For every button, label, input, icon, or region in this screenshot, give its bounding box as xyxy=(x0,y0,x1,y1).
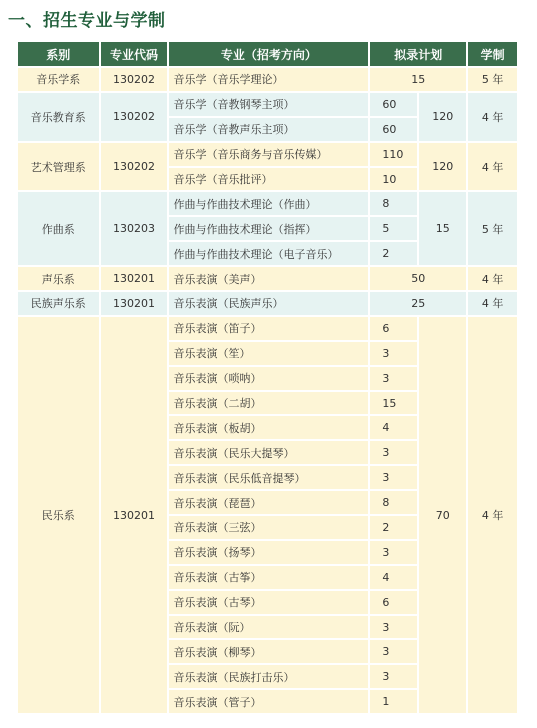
plan-count-cell: 25 xyxy=(370,292,466,315)
major-cell: 作曲与作曲技术理论（电子音乐） xyxy=(169,242,368,265)
major-cell: 音乐表演（民族声乐） xyxy=(169,292,368,315)
duration-cell: 4 年 xyxy=(468,317,517,713)
department-cell: 民族声乐系 xyxy=(18,292,99,315)
duration-cell: 5 年 xyxy=(468,192,517,265)
plan-count-cell: 2 xyxy=(370,516,417,539)
header-duration: 学制 xyxy=(468,42,517,66)
plan-count-cell: 3 xyxy=(370,665,417,688)
plan-count-cell: 3 xyxy=(370,441,417,464)
plan-count-cell: 5 xyxy=(370,217,417,240)
plan-count-cell: 3 xyxy=(370,342,417,365)
table-row xyxy=(18,317,517,340)
major-cell: 音乐表演（三弦） xyxy=(169,516,368,539)
plan-count-cell: 2 xyxy=(370,242,417,265)
duration-cell: 4 年 xyxy=(468,267,517,290)
table-row xyxy=(18,143,517,166)
plan-count-cell: 4 xyxy=(370,416,417,439)
plan-count-cell: 3 xyxy=(370,541,417,564)
table-row xyxy=(18,292,517,315)
major-code-cell: 130201 xyxy=(101,267,168,290)
major-code-cell: 130201 xyxy=(101,292,168,315)
plan-count-cell: 15 xyxy=(370,392,417,415)
department-cell: 艺术管理系 xyxy=(18,143,99,191)
major-cell: 音乐表演（管子） xyxy=(169,690,368,713)
major-code-cell: 130202 xyxy=(101,68,168,91)
major-code-cell: 130201 xyxy=(101,317,168,713)
plan-count-cell: 6 xyxy=(370,317,417,340)
header-department: 系别 xyxy=(18,42,99,66)
department-cell: 作曲系 xyxy=(18,192,99,265)
major-cell: 音乐表演（美声） xyxy=(169,267,368,290)
header-plan: 拟录计划 xyxy=(370,42,466,66)
plan-total-cell: 15 xyxy=(419,192,466,265)
duration-cell: 4 年 xyxy=(468,143,517,191)
plan-total-cell: 120 xyxy=(419,143,466,191)
plan-count-cell: 3 xyxy=(370,466,417,489)
major-cell: 音乐学（音乐商务与音乐传媒） xyxy=(169,143,368,166)
major-cell: 音乐表演（扬琴） xyxy=(169,541,368,564)
table-row xyxy=(18,192,517,215)
major-cell: 音乐表演（阮） xyxy=(169,616,368,639)
department-cell: 声乐系 xyxy=(18,267,99,290)
table-row xyxy=(18,93,517,116)
major-cell: 音乐表演（板胡） xyxy=(169,416,368,439)
major-cell: 音乐表演（琵琶） xyxy=(169,491,368,514)
major-cell: 音乐表演（唢呐） xyxy=(169,367,368,390)
plan-count-cell: 3 xyxy=(370,640,417,663)
duration-cell: 5 年 xyxy=(468,68,517,91)
major-cell: 音乐学（音乐批评） xyxy=(169,168,368,191)
plan-count-cell: 6 xyxy=(370,591,417,614)
major-cell: 音乐学（音教钢琴主项） xyxy=(169,93,368,116)
duration-cell: 4 年 xyxy=(468,292,517,315)
major-cell: 音乐学（音教声乐主项） xyxy=(169,118,368,141)
plan-count-cell: 1 xyxy=(370,690,417,713)
header-major: 专业（招考方向） xyxy=(169,42,368,66)
plan-count-cell: 50 xyxy=(370,267,466,290)
table-header-row xyxy=(18,42,517,66)
header-major-code: 专业代码 xyxy=(101,42,168,66)
major-cell: 音乐表演（二胡） xyxy=(169,392,368,415)
major-code-cell: 130202 xyxy=(101,143,168,191)
major-code-cell: 130202 xyxy=(101,93,168,141)
major-cell: 音乐表演（笛子） xyxy=(169,317,368,340)
major-cell: 音乐学（音乐学理论） xyxy=(169,68,368,91)
plan-count-cell: 15 xyxy=(370,68,466,91)
duration-cell: 4 年 xyxy=(468,93,517,141)
plan-count-cell: 60 xyxy=(370,118,417,141)
department-cell: 民乐系 xyxy=(18,317,99,713)
department-cell: 音乐教育系 xyxy=(18,93,99,141)
major-cell: 音乐表演（古琴） xyxy=(169,591,368,614)
plan-count-cell: 10 xyxy=(370,168,417,191)
plan-count-cell: 3 xyxy=(370,367,417,390)
major-code-cell: 130203 xyxy=(101,192,168,265)
major-cell: 音乐表演（民族打击乐） xyxy=(169,665,368,688)
major-cell: 音乐表演（笙） xyxy=(169,342,368,365)
plan-count-cell: 60 xyxy=(370,93,417,116)
plan-total-cell: 120 xyxy=(419,93,466,141)
plan-total-cell: 70 xyxy=(419,317,466,713)
major-cell: 音乐表演（古筝） xyxy=(169,566,368,589)
major-cell: 音乐表演（柳琴） xyxy=(169,640,368,663)
admissions-table xyxy=(16,40,519,715)
plan-count-cell: 4 xyxy=(370,566,417,589)
major-cell: 音乐表演（民乐低音提琴） xyxy=(169,466,368,489)
table-row xyxy=(18,68,517,91)
major-cell: 作曲与作曲技术理论（指挥） xyxy=(169,217,368,240)
plan-count-cell: 8 xyxy=(370,491,417,514)
page-title: 一、招生专业与学制 xyxy=(8,11,166,31)
major-cell: 音乐表演（民乐大提琴） xyxy=(169,441,368,464)
plan-count-cell: 8 xyxy=(370,192,417,215)
plan-count-cell: 3 xyxy=(370,616,417,639)
major-cell: 作曲与作曲技术理论（作曲） xyxy=(169,192,368,215)
table-row xyxy=(18,267,517,290)
department-cell: 音乐学系 xyxy=(18,68,99,91)
plan-count-cell: 110 xyxy=(370,143,417,166)
